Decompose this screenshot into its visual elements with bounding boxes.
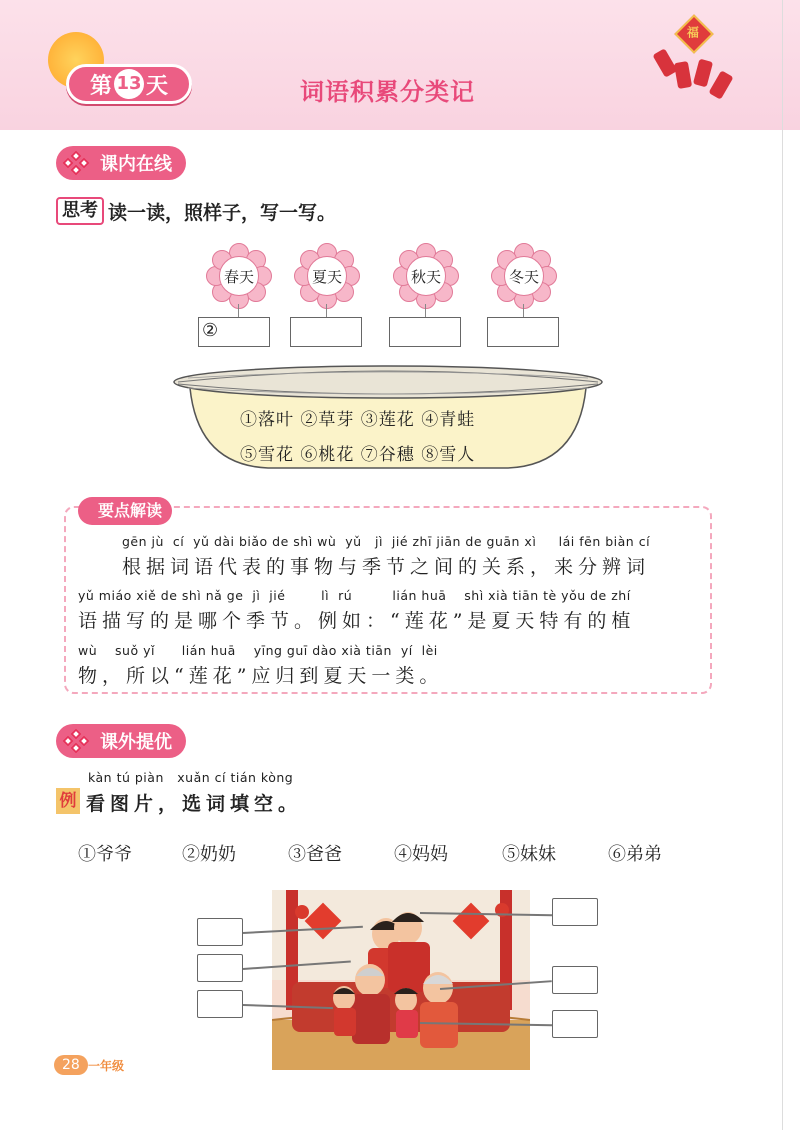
- instruction-text: 读一读，照样子，写一写。: [108, 202, 337, 224]
- think-label: 思考: [56, 197, 104, 225]
- day-badge: [66, 64, 192, 104]
- choice-brother: ⑥弟弟: [608, 844, 662, 865]
- label-box-right-1[interactable]: [552, 898, 598, 926]
- flower-summer: [294, 243, 360, 309]
- page-title: 词语积累分类记: [300, 78, 475, 106]
- firecracker-piece: [674, 61, 692, 89]
- text-line-2: 语描写的是哪个季节。例如：“莲花”是夏天特有的植: [78, 610, 636, 632]
- season-label: 春天: [219, 256, 259, 296]
- pinyin-line-3: wù suǒ yǐ lián huā yīng guī dào xià tiān yí lèi: [78, 643, 438, 658]
- key-points-tag: 要点解读: [78, 497, 172, 525]
- firecracker-piece: [652, 48, 677, 78]
- day-suffix: 天: [146, 73, 169, 99]
- section-head-in-class: [56, 146, 186, 180]
- choice-grandpa: ①爷爷: [78, 844, 132, 865]
- basket-words-row1: ①落叶 ②草芽 ③莲花 ④青蛙: [240, 410, 476, 430]
- day-number: 13: [114, 69, 144, 99]
- section-title: 课内在线: [100, 154, 172, 175]
- page-number: 28: [54, 1055, 88, 1075]
- choice-sister: ⑤妹妹: [502, 844, 556, 865]
- example-instruction: 看图片，选词填空。: [86, 793, 303, 815]
- fu-char: 福: [686, 25, 699, 40]
- basket-words-row2: ⑤雪花 ⑥桃花 ⑦谷穗 ⑧雪人: [240, 445, 476, 465]
- text-line-3: 物，所以“莲花”应归到夏天一类。: [78, 665, 444, 687]
- label-box-left-1[interactable]: [197, 918, 243, 946]
- answer-box-winter[interactable]: [487, 317, 559, 347]
- label-box-right-2[interactable]: [552, 966, 598, 994]
- firecracker-piece: [708, 70, 733, 100]
- flower-autumn: [393, 243, 459, 309]
- answer-box-summer[interactable]: [290, 317, 362, 347]
- section-title: 课外提优: [100, 732, 172, 753]
- grade-label: 一年级: [88, 1059, 125, 1073]
- text-line-1: 根据词语代表的事物与季节之间的关系，来分辨词: [122, 556, 651, 578]
- family-picture: [272, 890, 530, 1070]
- firecracker-piece: [693, 59, 713, 88]
- example-label: 例: [56, 788, 80, 814]
- season-label: 夏天: [307, 256, 347, 296]
- stem: [425, 304, 426, 318]
- answer-box-autumn[interactable]: [389, 317, 461, 347]
- flower-spring: [206, 243, 272, 309]
- firecracker-ornament-icon: [640, 20, 740, 110]
- section-head-extra: [56, 724, 186, 758]
- choice-grandma: ②奶奶: [182, 844, 236, 865]
- pinyin-line-1: gēn jù cí yǔ dài biǎo de shì wù yǔ jì jié zhī jiān de guān xì lái fēn biàn cí: [122, 534, 651, 549]
- answer-box-spring[interactable]: ②: [198, 317, 270, 347]
- day-prefix: 第: [89, 73, 112, 99]
- label-box-right-3[interactable]: [552, 1010, 598, 1038]
- choice-mom: ④妈妈: [394, 844, 448, 865]
- chinese-knot-icon: [64, 152, 88, 174]
- example-pinyin: kàn tú piàn xuǎn cí tián kòng: [88, 770, 294, 785]
- season-label: 冬天: [504, 256, 544, 296]
- chinese-knot-icon: [64, 730, 88, 752]
- label-box-left-2[interactable]: [197, 954, 243, 982]
- flower-winter: [491, 243, 557, 309]
- season-label: 秋天: [406, 256, 446, 296]
- label-box-left-3[interactable]: [197, 990, 243, 1018]
- page-edge: [782, 0, 783, 1130]
- fu-tag: [674, 14, 714, 54]
- choice-dad: ③爸爸: [288, 844, 342, 865]
- stem: [238, 304, 239, 318]
- stem: [326, 304, 327, 318]
- pinyin-line-2: yǔ miáo xiě de shì nǎ ge jì jié lì rú lián huā shì xià tiān tè yǒu de zhí: [78, 588, 631, 603]
- stem: [523, 304, 524, 318]
